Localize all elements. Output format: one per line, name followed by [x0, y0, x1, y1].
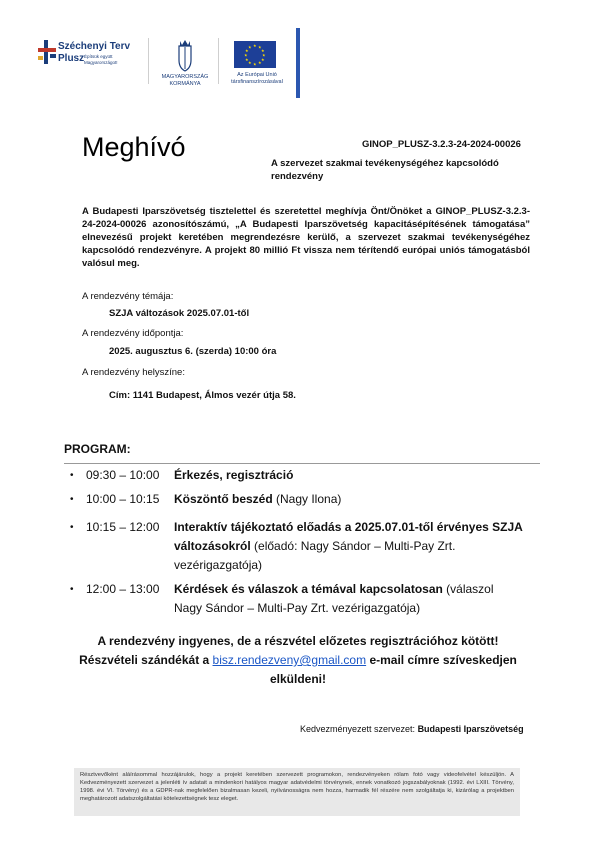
program-item-title: Kérdések és válaszok a témával kapcsolatosan — [174, 582, 443, 596]
topic-label: A rendezvény témája: — [82, 291, 174, 302]
svg-text:★: ★ — [248, 44, 252, 50]
government-logo-line2: KORMÁNYA — [169, 81, 201, 87]
szechenyi-logo-icon — [38, 40, 58, 64]
registration-line-2-end: e-mail címre szíveskedjen elküldeni! — [269, 653, 517, 686]
program-item-title: Interaktív tájékoztató előadás a 2025.07.01-től érvényes SZJA változásokról — [174, 520, 523, 553]
logo-divider — [148, 38, 149, 84]
registration-line-1: A rendezvény ingyenes, de a részvétel előzetes regisztrációhoz kötött! — [97, 634, 499, 648]
program-item-note: (válaszol Nagy Sándor – Multi-Pay Zrt. vezérigazgatója) — [174, 582, 494, 615]
svg-text:★: ★ — [253, 43, 257, 48]
logo-divider — [218, 38, 219, 84]
eu-logo-line1: Az Európai Unió — [237, 72, 277, 78]
beneficiary-label: Kedvezményezett szervezet: — [300, 724, 418, 734]
government-logo-line1: MAGYARORSZÁG — [161, 74, 209, 80]
svg-text:★: ★ — [261, 57, 265, 62]
svg-text:★: ★ — [245, 48, 249, 53]
bullet-icon: • — [70, 522, 74, 533]
project-reference-code: GINOP_PLUSZ-3.2.3-24-2024-00026 — [362, 139, 521, 150]
venue-value: Cím: 1141 Budapest, Álmos vezér útja 58. — [109, 390, 296, 401]
program-item-title: Köszöntő beszéd — [174, 492, 273, 506]
venue-label: A rendezvény helyszíne: — [82, 367, 185, 378]
bullet-icon: • — [70, 470, 74, 481]
svg-text:★: ★ — [248, 60, 252, 65]
program-item-description — [174, 580, 524, 618]
svg-text:★: ★ — [258, 60, 262, 65]
program-item-description — [174, 466, 524, 485]
svg-text:★: ★ — [245, 57, 249, 62]
program-item-title: Érkezés, regisztráció — [174, 468, 294, 482]
program-heading: PROGRAM: — [64, 442, 131, 456]
program-logo-name: Széchenyi Terv — [58, 41, 131, 52]
bullet-icon: • — [70, 494, 74, 505]
program-divider — [64, 463, 540, 464]
program-item-time: 10:15 – 12:00 — [86, 520, 160, 534]
registration-email-link[interactable]: bisz.rendezveny@gmail.com — [212, 653, 367, 667]
invitation-intro: A Budapesti Iparszövetség tisztelettel és szeretettel meghívja Önt/Önöket a GINOP_PLUSZ-3.2.3-24-2024-00026 azonosítószámú, „A Budapesti Iparszövetség kapacitásépítésének támogatása” elnevezésű projekt keretében megrendezésre kerülő, a szervezet szakmai tevékenységéhez kapcsolódó rendezvényre. A projekt 80 millió Ft vissza nem térítendő európai uniós támogatásból valósul meg. — [82, 206, 530, 269]
registration-notice — [72, 632, 524, 689]
eu-logo-text — [224, 72, 290, 86]
eu-stars-icon — [234, 41, 276, 68]
beneficiary-line — [300, 724, 524, 734]
svg-text:★: ★ — [258, 44, 262, 50]
svg-text:★: ★ — [262, 52, 266, 58]
government-logo-text — [160, 74, 210, 88]
program-logo-plus: Plusz — [58, 53, 85, 64]
date-value: 2025. augusztus 6. (szerda) 10:00 óra — [109, 346, 277, 357]
registration-line-2 — [72, 651, 524, 689]
beneficiary-name: Budapesti Iparszövetség — [417, 724, 524, 734]
data-protection-notice: Résztvevőként aláírásommal hozzájárulok, hogy a projekt keretében szervezett programokon, rendezvényeken rólam fotó vagy videofelvétel készüljön. A Kedvezményezett szervezet a jelenléti ív adatait a mindenkori hatályos magyar adatvédelmi törvénynek, ennek vonatkozó jogszabályoknak (1992. évi LXIII. Törvény, 1998. évi VI. Törvény) és a GDPR-nak megfelelően bizalmasan kezeli, nyilvánosságra nem hozza, harmadik fél részére nem szolgáltatja ki, kizárólag a projektben meghatározott adatszolgáltatási kötelezettségnek tesz eleget. — [74, 768, 520, 816]
program-item-note: (Nagy Ilona) — [272, 492, 342, 506]
header-accent-strip — [296, 28, 300, 98]
header-logo-bar — [38, 28, 300, 98]
svg-text:★: ★ — [253, 61, 257, 67]
program-item-description — [174, 490, 524, 509]
program-item-time: 10:00 – 10:15 — [86, 492, 160, 506]
event-subtitle: A szervezet szakmai tevékenységéhez kapcsolódó rendezvény — [271, 158, 499, 182]
eu-flag-icon — [234, 41, 276, 68]
bullet-icon: • — [70, 584, 74, 595]
topic-value: SZJA változások 2025.07.01-től — [109, 308, 250, 319]
svg-text:★: ★ — [261, 48, 265, 53]
coat-of-arms-icon — [176, 40, 194, 72]
page-title: Meghívó — [82, 132, 186, 162]
program-item-time: 12:00 – 13:00 — [86, 582, 160, 596]
svg-text:★: ★ — [244, 52, 248, 58]
date-label: A rendezvény időpontja: — [82, 328, 184, 339]
program-item-note: (előadó: Nagy Sándor – Multi-Pay Zrt. vezérigazgatója) — [174, 539, 456, 572]
program-item-description — [174, 518, 524, 575]
program-item-time: 09:30 – 10:00 — [86, 468, 160, 482]
registration-line-2-start: Részvételi szándékát a — [79, 653, 213, 667]
program-logo-tagline: Építsük együtt Magyarországot! — [84, 54, 118, 65]
eu-logo-line2: társfinanszírozásával — [231, 79, 283, 85]
